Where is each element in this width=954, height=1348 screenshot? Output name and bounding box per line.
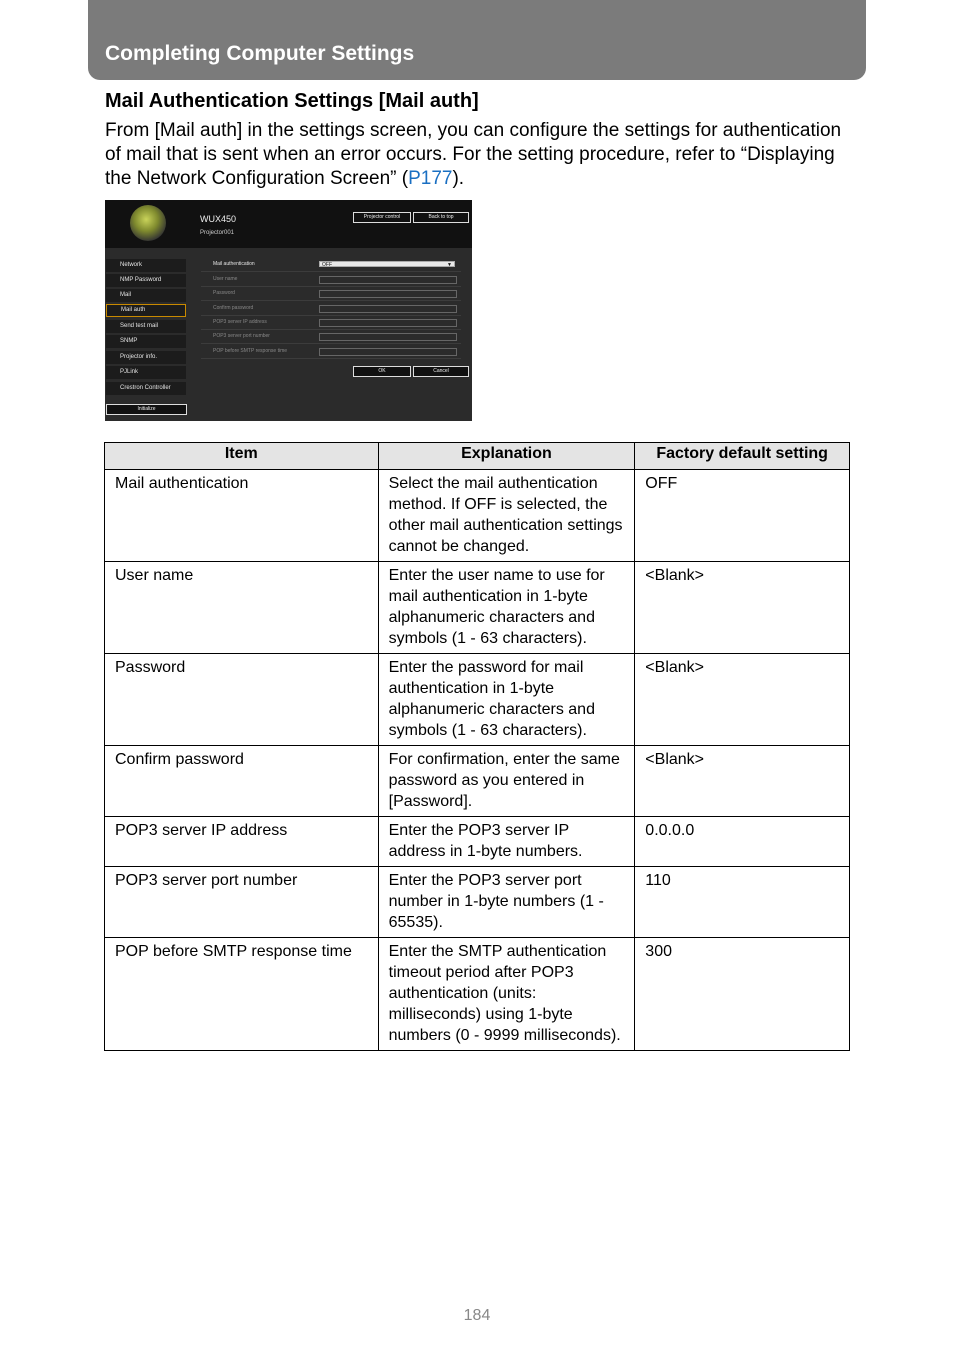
form-row-mail-authentication [201,258,461,272]
cell-item: Mail authentication [105,470,379,562]
cell-explanation: Enter the POP3 server port number in 1-byte numbers (1 - 65535). [378,867,635,938]
cell-explanation: Enter the SMTP authentication timeout period after POP3 authentication (units: milliseconds) using 1-byte numbers (0 - 9999 milliseconds). [378,938,635,1051]
nav-item-network[interactable]: Network [106,259,186,272]
cell-explanation: Enter the user name to use for mail authentication in 1-byte alphanumeric characters and symbols (1 - 63 characters). [378,562,635,654]
cell-explanation: Select the mail authentication method. If OFF is selected, the other mail authentication settings cannot be changed. [378,470,635,562]
nav-item-snmp[interactable]: SNMP [106,335,186,348]
settings-table [104,442,850,1051]
cell-default: 300 [635,938,850,1051]
form-label: POP before SMTP response time [213,348,288,354]
cell-default: 0.0.0.0 [635,817,850,867]
page-reference-link[interactable]: P177 [408,168,453,189]
nav-item-nmp-password[interactable]: NMP Password [106,274,186,287]
cell-explanation: For confirmation, enter the same password as you entered in [Password]. [378,746,635,817]
intro-text-end: ). [452,168,465,189]
cancel-button[interactable]: Cancel [413,366,469,377]
cell-item: User name [105,562,379,654]
header-title: Completing Computer Settings [105,42,415,65]
column-header-explanation: Explanation [378,443,635,470]
form-label: Password [213,290,235,296]
form-row-confirm-password [201,302,461,316]
confirm-password-field[interactable] [319,305,457,313]
table-row [105,562,850,654]
nav-item-crestron-controller[interactable]: Crestron Controller [106,382,186,395]
cell-item: POP3 server IP address [105,817,379,867]
nav-item-pjlink[interactable]: PJLink [106,366,186,379]
user-name-field[interactable] [319,276,457,284]
cell-item: Password [105,654,379,746]
form-row-pop3-port [201,330,461,344]
projector-name: Projector001 [200,230,235,236]
select-value: OFF [322,262,332,268]
table-row [105,654,850,746]
settings-screenshot [105,200,472,421]
nav-item-mail-auth[interactable]: Mail auth [106,304,186,317]
nav-item-send-test-mail[interactable]: Send test mail [106,320,186,333]
cell-item: POP3 server port number [105,867,379,938]
header-bar [88,0,866,80]
ok-button[interactable]: OK [353,366,411,377]
form-label: Confirm password [213,305,254,311]
form-label: User name [213,276,238,282]
form-row-user-name [201,273,461,287]
table-row [105,470,850,562]
form-row-pop3-ip [201,316,461,330]
cell-default: <Blank> [635,654,850,746]
chevron-down-icon: ▼ [447,262,452,268]
table-row [105,867,850,938]
password-field[interactable] [319,290,457,298]
nav-item-mail[interactable]: Mail [106,289,186,302]
form-label: POP3 server port number [213,333,270,339]
model-name: WUX450 [200,214,237,224]
cell-default: <Blank> [635,746,850,817]
intro-text: From [Mail auth] in the settings screen, you can configure the settings for authentication of mail that is sent when an error occurs. For the setting procedure, refer to “Displaying the Network Configuration Screen” ( [105,120,842,189]
cell-item: POP before SMTP response time [105,938,379,1051]
table-row [105,938,850,1051]
pop-before-smtp-field[interactable] [319,348,457,356]
cell-explanation: Enter the POP3 server IP address in 1-byte numbers. [378,817,635,867]
cell-default: OFF [635,470,850,562]
section-title: Mail Authentication Settings [Mail auth] [105,90,479,112]
pop3-port-field[interactable] [319,333,457,341]
intro-paragraph [105,119,855,191]
table-row [105,817,850,867]
form-row-pop-before-smtp [201,345,461,359]
projector-control-button[interactable]: Projector control [353,212,411,223]
mail-authentication-select[interactable] [319,261,455,267]
form-row-password [201,287,461,301]
table-header-row [105,443,850,470]
back-to-top-button[interactable]: Back to top [413,212,469,223]
cell-default: 110 [635,867,850,938]
table-row [105,746,850,817]
nav-item-projector-info[interactable]: Projector info. [106,351,186,364]
page-number: 184 [463,1307,491,1324]
column-header-item: Item [105,443,379,470]
form-label: Mail authentication [213,261,255,267]
cell-item: Confirm password [105,746,379,817]
cell-default: <Blank> [635,562,850,654]
cell-explanation: Enter the password for mail authentication in 1-byte alphanumeric characters and symbols (1 - 63 characters). [378,654,635,746]
column-header-default: Factory default setting [635,443,850,470]
initialize-button[interactable]: Initialize [106,404,187,415]
pop3-ip-field[interactable] [319,319,457,327]
lens-logo-icon [130,205,166,241]
form-label: POP3 server IP address [213,319,267,325]
